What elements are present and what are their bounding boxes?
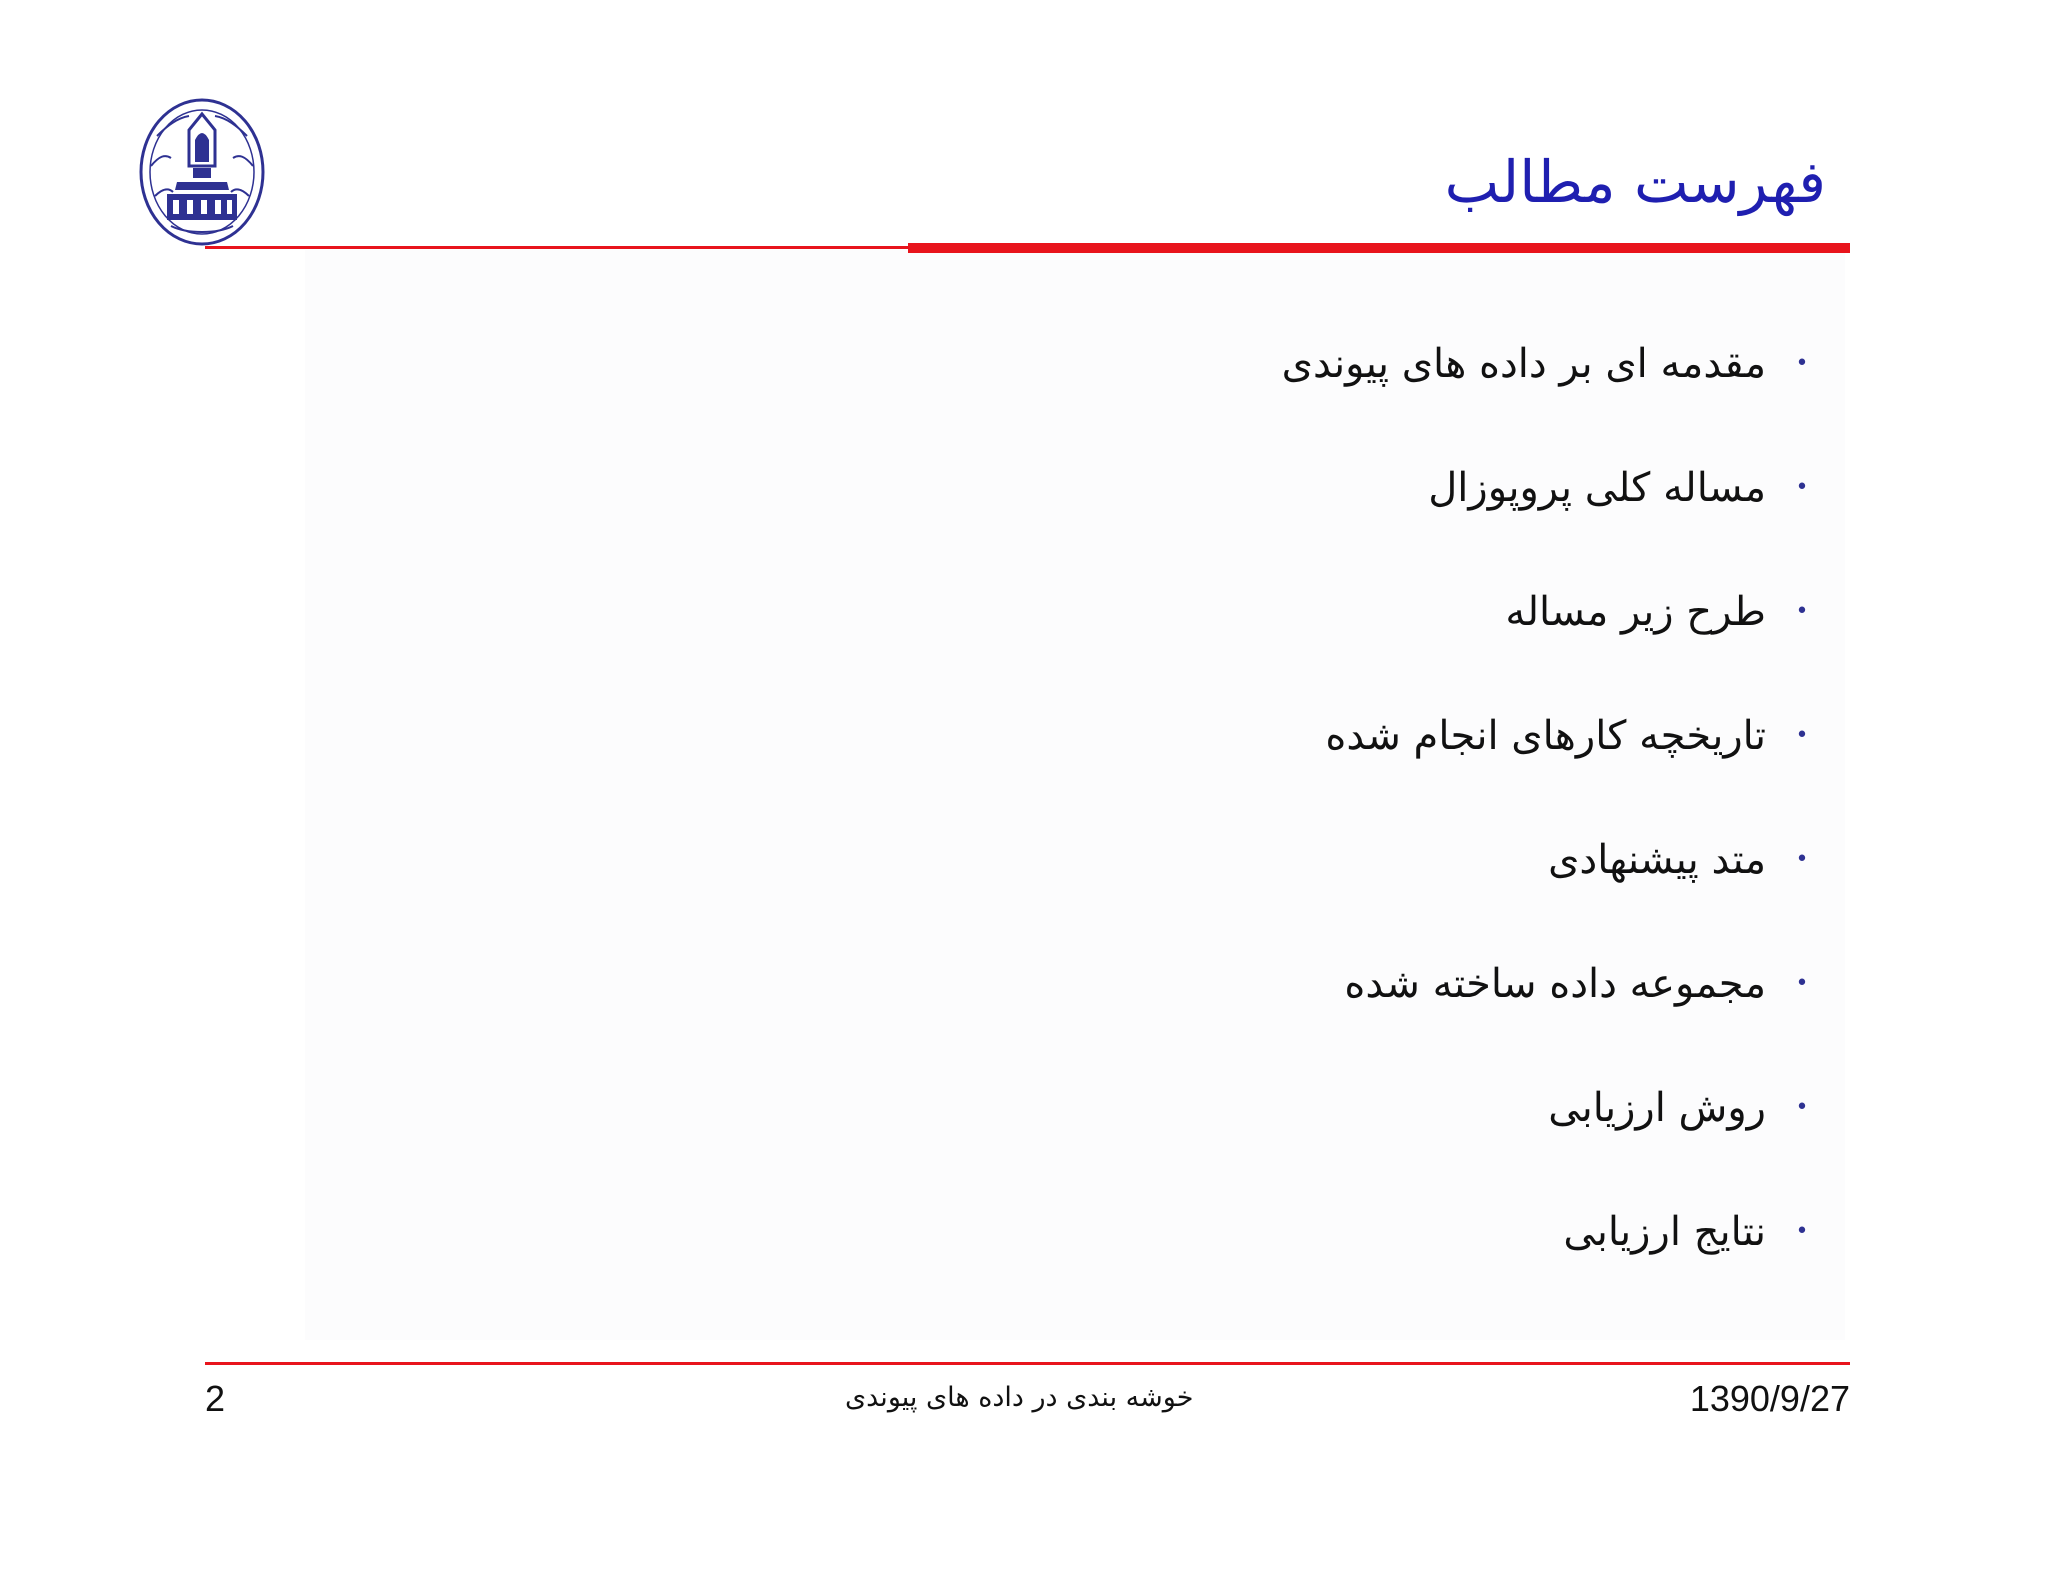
page-number: 2 [205, 1378, 226, 1419]
bullet-icon: • [1795, 1095, 1809, 1120]
header-rule-thick [908, 243, 1850, 253]
toc-item [1282, 1079, 1838, 1203]
bullet-icon: • [1795, 599, 1809, 624]
toc-item [1282, 831, 1838, 955]
toc-item-label: تاریخچه کارهای انجام شده [1325, 713, 1766, 759]
toc-item-label: روش ارزیابی [1548, 1085, 1766, 1131]
bullet-icon: • [1795, 847, 1809, 872]
toc-item [1282, 335, 1838, 459]
toc-item-label: نتایج ارزیابی [1563, 1209, 1766, 1255]
toc-item-label: طرح زیر مساله [1505, 589, 1766, 635]
toc-item [1282, 707, 1838, 831]
toc-item-label: مقدمه ای بر داده های پیوندی [1281, 341, 1766, 387]
bullet-icon: • [1795, 351, 1809, 376]
bullet-icon: • [1795, 1219, 1809, 1244]
footer-rule [205, 1362, 1850, 1365]
toc-item-label: مجموعه داده ساخته شده [1344, 961, 1766, 1007]
toc-item-label: متد پیشنهادی [1548, 837, 1766, 883]
footer-date: 1390/9/27 [1689, 1378, 1850, 1419]
toc-item-label: مساله کلی پروپوزال [1428, 465, 1766, 511]
slide-title: فهرست مطالب [1444, 148, 1826, 216]
toc-item [1282, 459, 1838, 583]
toc-item [1282, 955, 1838, 1079]
toc-item [1282, 583, 1838, 707]
toc-item [1282, 1203, 1838, 1327]
bullet-icon: • [1795, 475, 1809, 500]
table-of-contents [1282, 335, 1838, 1327]
bullet-icon: • [1795, 723, 1809, 748]
header-rule-thin [205, 246, 910, 249]
footer-title: خوشه بندی در داده های پیوندی [845, 1382, 1194, 1413]
bullet-icon: • [1795, 971, 1809, 996]
university-logo-icon [137, 96, 267, 248]
